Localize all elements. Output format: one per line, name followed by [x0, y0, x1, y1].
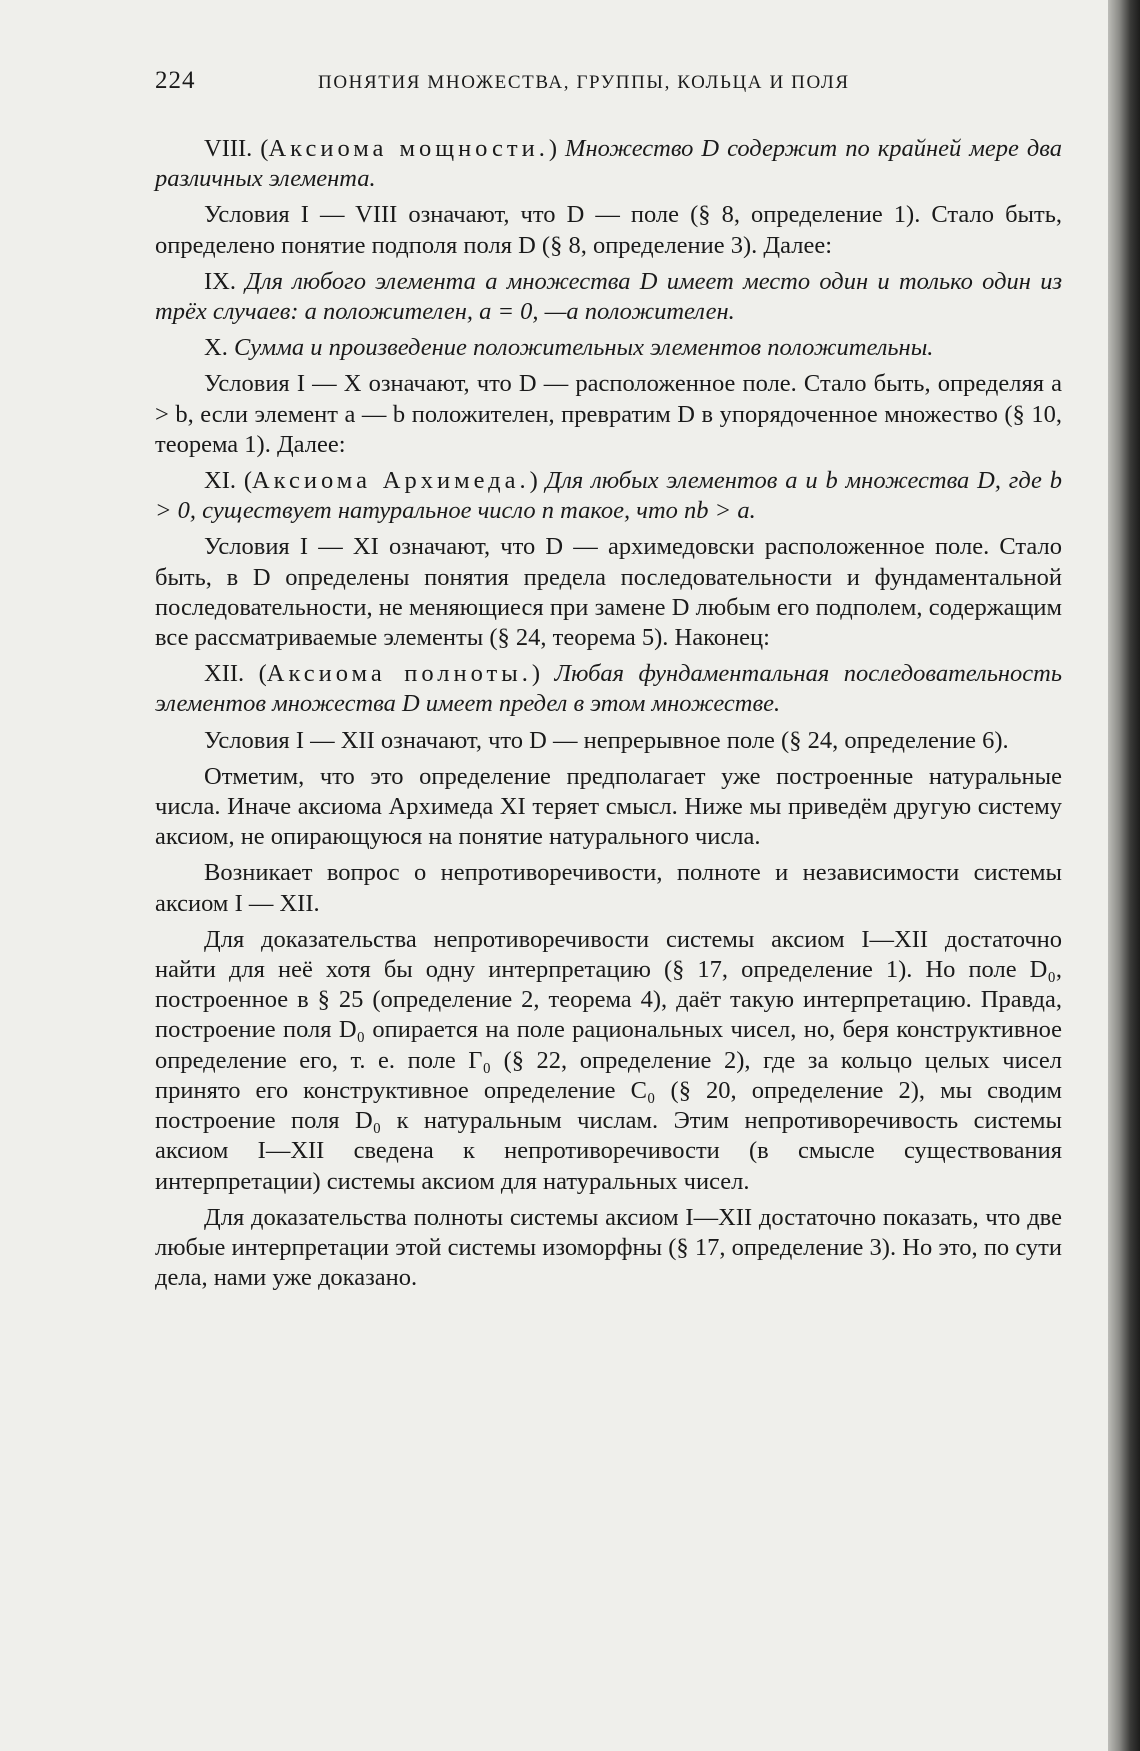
- paragraph-consistency: Для доказательства непротиворечивости системы аксиом I—XII достаточно найти для неё хотя бы одну интерпретацию (§ 17, определение 1). Но поле D₀, построенное в § 25 (определение 2, теорема 4), даёт такую интерпретацию. Правда, построение поля D₀ опирается на поле рациональных чисел, но, беря конструктивное определение его, т. е. поле Γ₀ (§ 22, определение 2), где за кольцо целых чисел принято его конструктивное определение C₀ (§ 20, определение 2), мы сводим построение поля D₀ к натуральным числам. Этим непротиворечивость системы аксиом I—XII сведена к непротиворечивости (в смысле существования интерпретации) системы аксиом для натуральных чисел.: [155, 925, 1062, 1195]
- running-head: ПОНЯТИЯ МНОЖЕСТВА, ГРУППЫ, КОЛЬЦА И ПОЛЯ: [318, 72, 850, 93]
- axiom-12-statement: Любая фундаментальная последовательность элементов множества D имеет предел в этом множестве.: [155, 660, 1063, 718]
- axiom-12-close: ): [531, 660, 541, 688]
- axiom-8-statement: Множество D содержит по крайней мере два различных элемента.: [155, 135, 1063, 193]
- axiom-8-name: Аксиома мощности.: [268, 135, 549, 162]
- axiom-10: [155, 333, 1062, 363]
- axiom-11-statement: Для любых элементов a и b множества D, где b > 0, существует натуральное число n такое, что nb > a.: [155, 467, 1063, 525]
- axiom-8-number: VIII. (: [204, 135, 269, 162]
- axiom-12-number: XII. (: [204, 660, 267, 688]
- page-text: [155, 66, 1062, 1299]
- page-number: 224: [155, 67, 196, 94]
- page-header: [155, 66, 1062, 106]
- axiom-8-close: ): [548, 135, 558, 162]
- axiom-12-name: Аксиома полноты.: [266, 660, 532, 688]
- paragraph-after-axiom-10: Условия I — X означают, что D — расположенное поле. Стало быть, определяя a > b, если элемент a — b положителен, превратим D в упорядоченное множество (§ 10, теорема 1). Далее:: [155, 370, 1062, 458]
- axiom-10-statement: Сумма и произведение положительных элементов положительны.: [233, 334, 934, 362]
- axiom-10-number: X.: [204, 334, 228, 362]
- axiom-12: [155, 659, 1062, 719]
- axiom-9-number: IX.: [204, 267, 236, 295]
- paragraph-after-axiom-8: Условия I — VIII означают, что D — поле (§ 8, определение 1). Стало быть, определено понятие подполя поля D (§ 8, определение 3). Далее:: [155, 201, 1062, 259]
- axiom-8: [155, 134, 1062, 194]
- axiom-11: [155, 466, 1062, 526]
- paragraph-after-axiom-12: Условия I — XII означают, что D — непрерывное поле (§ 24, определение 6).: [204, 726, 1009, 754]
- axiom-11-number: XI. (: [204, 467, 252, 495]
- axiom-9: [155, 267, 1062, 327]
- paragraph-after-axiom-11: Условия I — XI означают, что D — архимедовски расположенное поле. Стало быть, в D определены понятия предела последовательности и фундаментальной последовательности, не меняющиеся при замене D любым его подполем, содержащим все рассматриваемые элементы (§ 24, теорема 5). Наконец:: [155, 533, 1062, 652]
- paragraph-question: Возникает вопрос о непротиворечивости, полноте и независимости системы аксиом I — XII.: [155, 859, 1062, 917]
- axiom-11-close: ): [529, 467, 538, 495]
- book-binding-edge: [1108, 0, 1140, 1751]
- axiom-11-name: Аксиома Архимеда.: [251, 467, 530, 495]
- paragraph-completeness: Для доказательства полноты системы аксиом I—XII достаточно показать, что две любые интерпретации этой системы изоморфны (§ 17, определение 3). Но это, по сути дела, нами уже доказано.: [155, 1203, 1062, 1292]
- paragraph-remark: Отметим, что это определение предполагает уже построенные натуральные числа. Иначе аксиома Архимеда XI теряет смысл. Ниже мы приведём другую систему аксиом, не опирающуюся на понятие натурального числа.: [155, 762, 1062, 851]
- axiom-9-statement: Для любого элемента a множества D имеет место один и только один из трёх случаев: a положителен, a = 0, —a положителен.: [155, 267, 1063, 326]
